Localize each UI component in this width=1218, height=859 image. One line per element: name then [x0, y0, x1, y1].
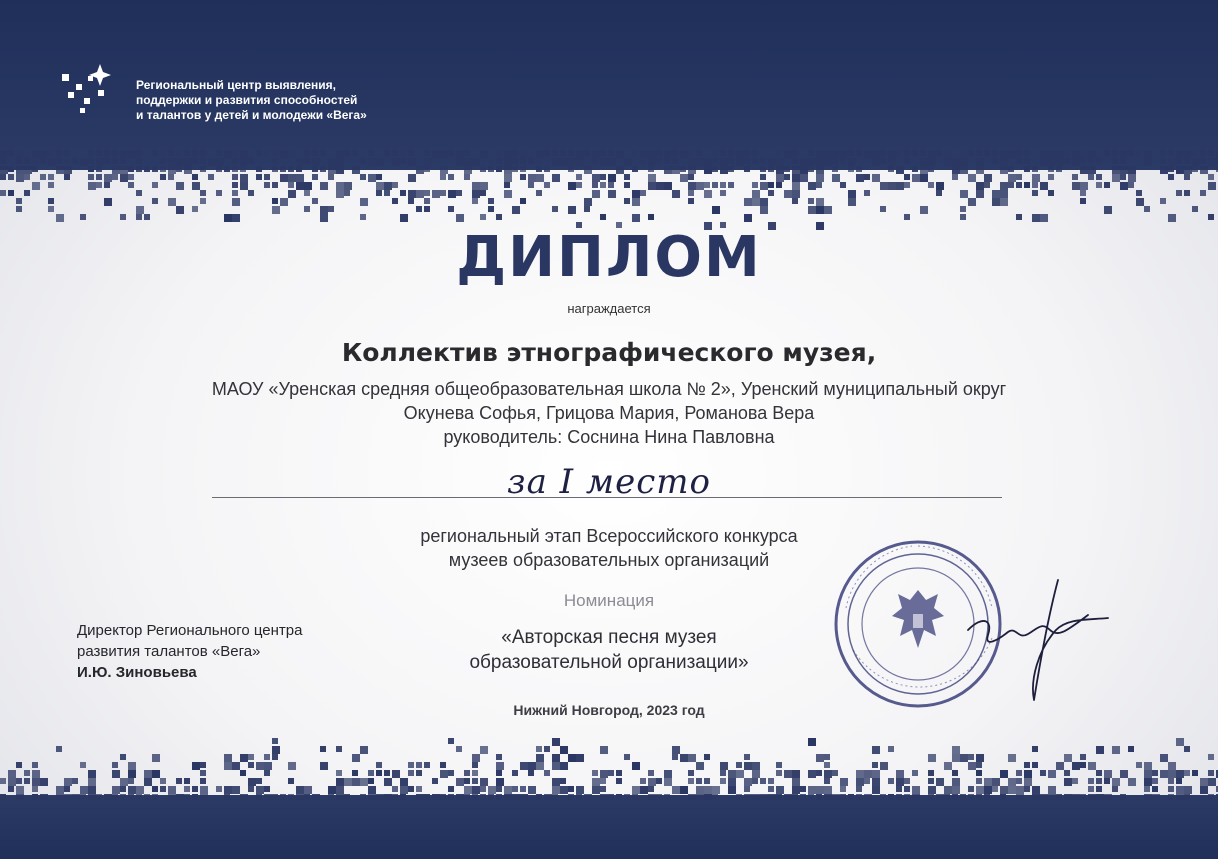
place-underline	[212, 497, 1002, 498]
director-name: И.Ю. Зиновьева	[77, 664, 197, 681]
awarded-label: награждается	[567, 301, 651, 316]
nomination-line: «Авторская песня музея	[501, 627, 717, 648]
organization-name-line: поддержки и развития способностей	[136, 93, 358, 107]
details-line: Окунева Софья, Грицова Мария, Романова Вера	[403, 403, 815, 423]
place-and-date: Нижний Новгород, 2023 год	[513, 702, 705, 718]
nomination-label: Номинация	[563, 591, 655, 610]
diploma-title: ДИПЛОМ	[456, 225, 762, 290]
nomination-line: образовательной организации»	[469, 652, 749, 673]
organization-name	[136, 78, 436, 123]
director-title-line: Директор Регионального центра	[77, 622, 303, 639]
top-pixel-border	[0, 150, 1218, 230]
place-handwritten: за I место	[507, 462, 711, 502]
organization-name-line: Региональный центр выявления,	[136, 78, 336, 92]
details-line: МАОУ «Уренская средняя общеобразовательная школа № 2», Уренский муниципальный округ	[211, 379, 1007, 399]
organization-name-line: и талантов у детей и молодежи «Вега»	[136, 108, 367, 122]
director-title-line: развития талантов «Вега»	[77, 643, 261, 660]
vega-logo-icon	[58, 62, 118, 118]
bottom-pixel-border	[0, 730, 1218, 800]
director-block	[77, 620, 377, 683]
recipient-name: Коллектив этнографического музея,	[341, 338, 877, 367]
recipient-details	[0, 377, 1218, 449]
details-line: руководитель: Соснина Нина Павловна	[443, 427, 775, 447]
bottom-band	[0, 795, 1218, 859]
signature-icon	[938, 560, 1118, 710]
contest-line: музеев образовательных организаций	[448, 550, 770, 570]
contest-line: региональный этап Всероссийского конкурса	[420, 526, 798, 546]
